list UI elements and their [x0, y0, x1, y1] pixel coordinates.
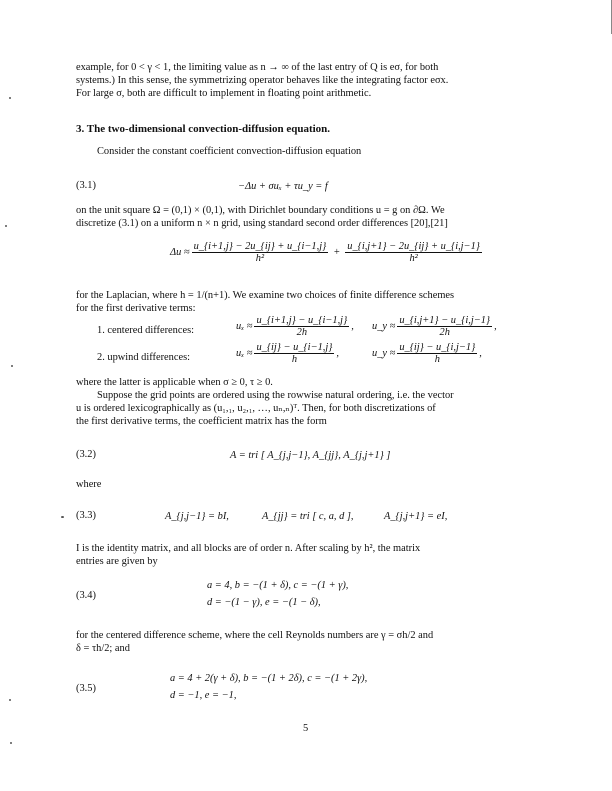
scheme-2-uy: [372, 342, 482, 365]
scheme-2-ux-comma: ,: [336, 348, 340, 359]
scheme-2-uy-lhs: u_y ≈: [372, 348, 396, 359]
scheme-1-ux: [236, 315, 354, 338]
equation-3-4-row-2: d = −(1 − γ), e = −(1 − δ),: [207, 597, 321, 608]
paragraph-4-line-3: u is ordered lexicographically as (u₁,₁, u₂,₁, …, uₙ,ₙ)ᵀ. Then, for both discretizations of: [76, 403, 436, 414]
paragraph-2-line-2: discretize (3.1) on a uniform n × n grid, using standard second order differences [20],[21]: [76, 218, 448, 229]
scheme-1-uy-comma: ,: [494, 321, 497, 332]
intro-line-1: example, for 0 < γ < 1, the limiting value as n → ∞ of the last entry of Q is eσ, for both: [76, 62, 439, 73]
equation-label-3-3: (3.3): [76, 510, 96, 521]
scheme-1-ux-fraction: [254, 315, 349, 338]
scheme-2-ux-fraction: [254, 342, 334, 365]
equation-3-4-row-1: a = 4, b = −(1 + δ), c = −(1 + γ),: [207, 580, 349, 591]
scheme-2-ux-lhs: uₓ ≈: [236, 348, 253, 359]
equation-3-3-part-1: A_{j,j−1} = bI,: [165, 511, 229, 522]
laplacian-num-1: u_{i+1,j} − 2u_{ij} + u_{i−1,j}: [193, 241, 327, 252]
equation-3-5-row-1: a = 4 + 2(γ + δ), b = −(1 + 2δ), c = −(1 + 2γ),: [170, 673, 368, 684]
scheme-2-uy-fraction: [397, 342, 477, 365]
scheme-2-ux: [236, 342, 339, 365]
laplacian-den-2: h²: [409, 253, 418, 264]
equation-label-3-5: (3.5): [76, 683, 96, 694]
scan-speck: [61, 516, 64, 518]
equation-3-1: −Δu + σuₓ + τu_y = f: [238, 181, 328, 192]
scheme-2-label: 2. upwind differences:: [97, 352, 191, 363]
laplacian-plus: +: [333, 247, 341, 258]
where-text: where: [76, 479, 102, 490]
scan-speck: [5, 225, 7, 227]
scheme-1-uy-num: u_{i,j+1} − u_{i,j−1}: [399, 315, 491, 326]
scheme-2-uy-comma: ,: [479, 348, 482, 359]
scan-speck: [11, 365, 13, 367]
equation-3-2: A = tri [ A_{j,j−1}, A_{jj}, A_{j,j+1} ]: [230, 450, 391, 461]
equation-label-3-1: (3.1): [76, 180, 96, 191]
scheme-1-ux-comma: ,: [351, 321, 354, 332]
scan-speck: [9, 97, 11, 99]
scheme-1-label: 1. centered differences:: [97, 325, 195, 336]
scheme-2-uy-den: h: [434, 354, 440, 365]
scheme-1-uy-fraction: [397, 315, 492, 338]
paragraph-2-line-1: on the unit square Ω = (0,1) × (0,1), with Dirichlet boundary conditions u = g on ∂Ω. We: [76, 205, 445, 216]
paragraph-5-line-2: entries are given by: [76, 556, 158, 567]
section-paragraph-1: Consider the constant coefficient convection-diffusion equation: [97, 146, 362, 157]
scheme-1-uy-den: 2h: [439, 327, 450, 338]
paragraph-4-line-2: Suppose the grid points are ordered using the rowwise natural ordering, i.e. the vector: [97, 390, 454, 401]
intro-line-2: systems.) In this sense, the symmetrizing operator behaves like the integrating factor eσx.: [76, 75, 449, 86]
scheme-2-uy-num: u_{ij} − u_{i,j−1}: [399, 342, 476, 353]
paragraph-3-line-2: for the first derivative terms:: [76, 303, 196, 314]
paragraph-4-line-4: the first derivative terms, the coefficient matrix has the form: [76, 416, 327, 427]
paragraph-4-line-1: where the latter is applicable when σ ≥ 0, τ ≥ 0.: [76, 377, 273, 388]
equation-3-3-part-2: A_{jj} = tri [ c, a, d ],: [262, 511, 354, 522]
laplacian-fraction-2: [345, 241, 482, 264]
equation-3-3-part-3: A_{j,j+1} = eI,: [384, 511, 448, 522]
scheme-2-ux-num: u_{ij} − u_{i−1,j}: [256, 342, 333, 353]
laplacian-num-2: u_{i,j+1} − 2u_{ij} + u_{i,j−1}: [347, 241, 480, 252]
paragraph-6-line-2: δ = τh/2; and: [76, 643, 130, 654]
paragraph-3-line-1: for the Laplacian, where h = 1/(n+1). We examine two choices of finite difference schemes: [76, 290, 455, 301]
scheme-1-ux-lhs: uₓ ≈: [236, 321, 253, 332]
laplacian-fraction-1: [192, 241, 329, 264]
scheme-1-uy-lhs: u_y ≈: [372, 321, 396, 332]
equation-label-3-2: (3.2): [76, 449, 96, 460]
intro-line-3: For large σ, both are difficult to implement in floating point arithmetic.: [76, 88, 372, 99]
page-number: 5: [303, 723, 309, 734]
scheme-1-ux-den: 2h: [296, 327, 308, 338]
equation-label-3-4: (3.4): [76, 590, 96, 601]
laplacian-lhs: Δu ≈: [170, 247, 190, 258]
laplacian-equation: [170, 241, 484, 264]
paragraph-5-line-1: I is the identity matrix, and all blocks are of order n. After scaling by h², the matrix: [76, 543, 421, 554]
scheme-2-ux-den: h: [291, 354, 298, 365]
scan-speck: [10, 742, 12, 744]
laplacian-den-1: h²: [255, 253, 265, 264]
scheme-1-uy: [372, 315, 497, 338]
scan-speck: [9, 699, 11, 701]
scheme-1-ux-num: u_{i+1,j} − u_{i−1,j}: [256, 315, 348, 326]
paragraph-6-line-1: for the centered difference scheme, where the cell Reynolds numbers are γ = σh/2 and: [76, 630, 434, 641]
equation-3-5-row-2: d = −1, e = −1,: [170, 690, 237, 701]
section-heading: 3. The two-dimensional convection-diffusion equation.: [76, 123, 331, 135]
